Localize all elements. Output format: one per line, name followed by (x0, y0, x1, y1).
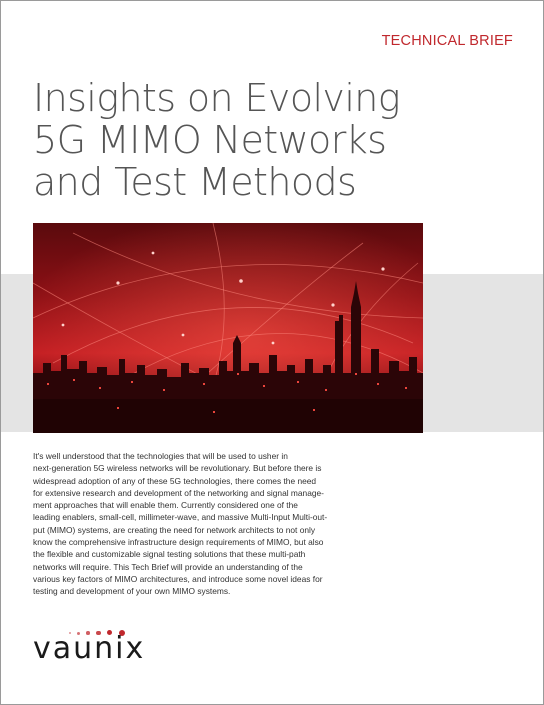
body-line: ment approaches that will enable them. Currently considered one of the (33, 500, 298, 511)
document-type-label: TECHNICAL BRIEF (381, 33, 513, 49)
body-line: put (MIMO) systems, are creating the need for network architects to not only (33, 524, 316, 535)
hero-image (33, 223, 423, 433)
vaunix-logo (33, 625, 173, 669)
body-line: know the comprehensive infrastructure design requirements of MIMO, but also (33, 537, 324, 548)
body-line: the flexible and customizable signal testing solutions that these multi-path (33, 549, 306, 560)
intro-paragraph (33, 450, 509, 598)
title-line-3: and Test Methods (33, 160, 357, 204)
title-line-2: 5G MIMO Networks (33, 118, 387, 162)
title-line-1: Insights on Evolving (33, 76, 400, 120)
body-line: widespread adoption of any of these 5G technologies, there comes the need (33, 475, 317, 486)
body-line: leading enablers, small-cell, millimeter-wave, and massive Multi-Input Multi-out- (33, 512, 328, 523)
body-line: next-generation 5G wireless networks will be revolutionary. But before there is (33, 463, 322, 474)
body-line: testing and development of your own MIMO systems. (33, 586, 231, 597)
page-title (33, 77, 503, 203)
body-line: It's well understood that the technologies that will be used to usher in (33, 451, 288, 461)
body-line: various key factors of MIMO architectures, and introduce some novel ideas for (33, 573, 323, 584)
body-line: for extensive research and development of the networking and signal manage- (33, 487, 324, 498)
logo-wordmark: vaunix (33, 631, 146, 666)
city-network-illustration (33, 223, 423, 433)
body-line: networks will require. This Tech Brief will provide an understanding of the (33, 561, 303, 572)
